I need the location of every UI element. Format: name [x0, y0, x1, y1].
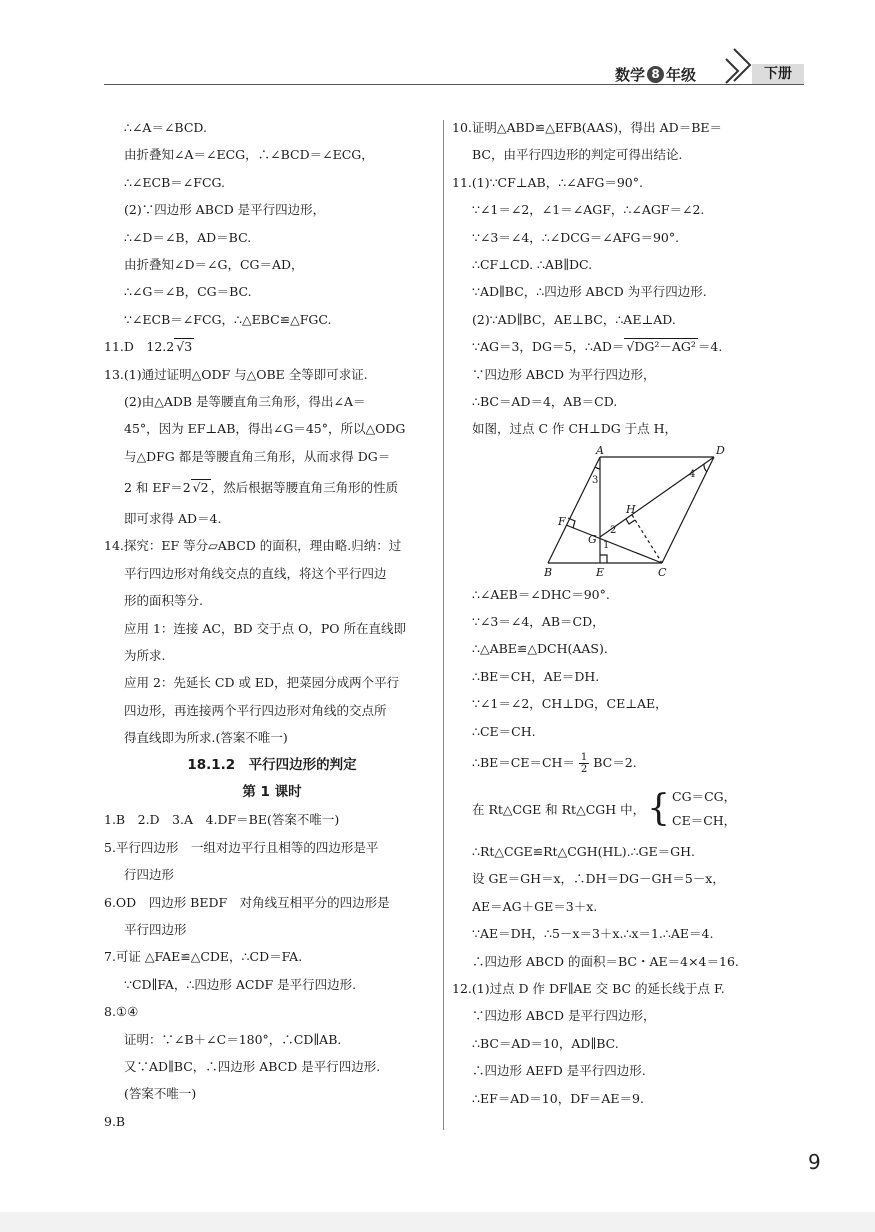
label-A: A [596, 444, 604, 457]
text-line-fraction [452, 745, 794, 780]
text-line: 与△DFG 都是等腰直角三角形，从而求得 DG＝ [124, 448, 391, 464]
text-line: ∵∠1＝∠2，CH⊥DG，CE⊥AE， [472, 696, 668, 712]
label-B: B [544, 565, 553, 579]
text-line: 得直线即为所求.(答案不唯一) [124, 730, 288, 746]
text-line: 应用 2：先延长 CD 或 ED，把菜园分成两个平行 [124, 675, 400, 691]
geometry-figure [452, 443, 794, 581]
text-line: 11.(1)∵CF⊥AB，∴∠AFG＝90°. [452, 174, 643, 190]
bottom-band [0, 1212, 875, 1232]
label-F: F [558, 514, 566, 528]
angle-arc-4 [704, 464, 707, 472]
brace-lines [672, 785, 736, 833]
segment-CH [632, 515, 662, 563]
brace-line: CE＝CH， [672, 813, 737, 829]
label-H: H [626, 502, 636, 516]
right-angle-E [600, 555, 607, 563]
text-line: ∴∠A＝∠BCD. [124, 120, 207, 135]
section-title: 18.1.2 平行四边形的判定 [187, 756, 357, 773]
sqrt-expression: √3 [176, 339, 193, 355]
volume-tab: 下册 [752, 64, 804, 84]
text-line: 应用 1：连接 AC，BD 交于点 O，PO 所在直线即 [124, 620, 407, 636]
text-line: ∴四边形 AEFD 是平行四边形. [472, 1063, 646, 1079]
text-line: ∵∠3＝∠4，∴∠DCG＝∠AFG＝90°. [472, 229, 680, 245]
angle-label-1: 1 [603, 539, 610, 551]
column-divider [443, 120, 444, 1130]
angle-arc-3 [595, 467, 600, 469]
text-line: 即可求得 AD＝4. [124, 511, 222, 527]
page-number: 9 [808, 1150, 821, 1174]
text-line: 由折叠知∠A＝∠ECG，∴∠BCD＝∠ECG， [124, 147, 374, 163]
text-line: 9.B [104, 1113, 126, 1129]
text-line: 8.①④ [104, 1004, 139, 1020]
text-line: 四边形，再连接两个平行四边形对角线的交点所 [124, 702, 387, 718]
text-line: 证明：∵∠B＋∠C＝180°，∴CD∥AB. [124, 1031, 342, 1047]
text-line: ∴EF＝AD＝10，DF＝AE＝9. [472, 1090, 644, 1106]
angle-label-3: 3 [592, 474, 599, 486]
text-line: 1.B 2.D 3.A 4.DF＝BE(答案不唯一) [104, 812, 340, 828]
header-label [615, 64, 696, 85]
text-line: ∵∠ECB＝∠FCG，∴△EBC≌△FGC. [124, 311, 332, 327]
text-part: ，然后根据等腰直角三角形的性质 [210, 480, 399, 496]
sqrt-expression: √DG²－AG² [626, 339, 696, 355]
double-chevron-icon [724, 47, 754, 85]
text-line: (2)由△ADB 是等腰直角三角形，得出∠A＝ [124, 393, 366, 409]
text-line: 如图，过点 C 作 CH⊥DG 于点 H， [472, 421, 678, 437]
text-line: 5.平行四边形 一组对边平行且相等的四边形是平 [104, 839, 379, 855]
text-line: 设 GE＝GH＝x，∴DH＝DG－GH＝5－x， [472, 871, 725, 887]
text-part: ∴BE＝CE＝CH＝ [472, 755, 575, 771]
text-line: 形的面积等分. [124, 593, 203, 609]
answer-11-12 [104, 333, 440, 360]
brace-line: CG＝CG， [672, 789, 737, 805]
radicand: DG²－AG² [634, 339, 696, 355]
text-line: 行四边形 [124, 867, 175, 883]
text-line: ∴∠AEB＝∠DHC＝90°. [472, 586, 610, 602]
text-line: 14.探究：EF 等分▱ABCD 的面积，理由略.归纳：过 [104, 538, 402, 554]
text-line: 由折叠知∠D＝∠G，CG＝AD， [124, 256, 304, 272]
text-line: ∴BE＝CH，AE＝DH. [472, 668, 600, 684]
text-line: ∵AE＝DH，∴5－x＝3＋x.∴x＝1.∴AE＝4. [472, 926, 714, 942]
text-line: (答案不唯一) [124, 1086, 197, 1102]
label-D: D [716, 444, 725, 457]
text-line: AE＝AG＋GE＝3＋x. [472, 898, 598, 914]
text-line: 又∵AD∥BC，∴四边形 ABCD 是平行四边形. [124, 1058, 381, 1074]
text-line: ∴∠D＝∠B，AD＝BC. [124, 229, 252, 245]
text-line: (2)∵AD∥BC，AE⊥BC，∴AE⊥AD. [472, 311, 676, 327]
text-line: 10.证明△ABD≌△EFB(AAS)，得出 AD＝BE＝ [452, 120, 723, 135]
text-line: ∵四边形 ABCD 是平行四边形， [472, 1008, 656, 1024]
label-E: E [596, 565, 605, 579]
text-line: ∴△ABE≌△DCH(AAS). [472, 641, 608, 657]
text-line: 为所求. [124, 648, 166, 664]
text-line: ∴∠ECB＝∠FCG. [124, 174, 226, 190]
text-part: BC＝2. [593, 755, 637, 771]
text-line: ∴BC＝AD＝10，AD∥BC. [472, 1035, 619, 1051]
denominator: 2 [580, 764, 588, 776]
text-line: ∵AD∥BC，∴四边形 ABCD 为平行四边形. [472, 284, 707, 300]
text-part: 2 和 EF＝2 [124, 480, 191, 496]
segment-CD [662, 457, 714, 563]
text-line: ∴CE＝CH. [472, 723, 536, 739]
segment-DG [600, 457, 714, 537]
text-line: 12.(1)过点 D 作 DF∥AE 交 BC 的延长线于点 F. [452, 980, 725, 996]
right-angle-H [626, 519, 635, 524]
text-line: ∴CF⊥CD. ∴AB∥DC. [472, 256, 593, 272]
subject-label: 数学 [615, 66, 646, 84]
sqrt-expression: √2 [192, 480, 209, 496]
text-line: ∴四边形 ABCD 的面积＝BC・AE＝4×4＝16. [472, 953, 739, 969]
text-line: 7.可证 △FAE≌△CDE，∴CD＝FA. [104, 949, 303, 965]
text-line: ∴∠G＝∠B，CG＝BC. [124, 284, 252, 300]
angle-label-4: 4 [689, 468, 696, 480]
text-part: ∵AG＝3，DG＝5，∴AD＝ [472, 339, 625, 355]
parallelogram-diagram [544, 445, 734, 579]
numerator: 1 [580, 752, 588, 764]
text-line: BC，由平行四边形的判定可得出结论. [472, 147, 683, 163]
text-line: 13.(1)通过证明△ODF 与△OBE 全等即可求证. [104, 366, 368, 382]
text-line: 6.OD 四边形 BEDF 对角线互相平分的四边形是 [104, 894, 390, 910]
grade-suffix: 年级 [666, 66, 697, 84]
text-line: (2)∵四边形 ABCD 是平行四边形， [124, 202, 326, 218]
lesson-title: 第 1 课时 [242, 783, 302, 800]
segment-AB [548, 457, 600, 563]
fraction [579, 752, 589, 775]
radicand: 2 [200, 480, 209, 496]
radicand: 3 [184, 339, 193, 355]
text-part: ＝4. [697, 339, 723, 355]
header-rule [104, 84, 804, 85]
left-column [104, 114, 440, 1135]
label-G: G [588, 532, 597, 546]
text-line-sqrt [452, 333, 794, 360]
text-line: 平行四边形对角线交点的直线，将这个平行四边 [124, 565, 387, 581]
text-line: ∵∠1＝∠2，∠1＝∠AGF，∴∠AGF＝∠2. [472, 202, 705, 218]
label-C: C [658, 565, 667, 579]
left-brace: { [647, 788, 671, 830]
text-line: ∵CD∥FA，∴四边形 ACDF 是平行四边形. [124, 976, 357, 992]
text-line-sqrt [104, 470, 440, 505]
grade-badge: 8 [647, 66, 664, 83]
text-line: ∵四边形 ABCD 为平行四边形， [472, 366, 656, 382]
text-line: 平行四边形 [124, 921, 187, 937]
text-line: 45°，因为 EF⊥AB，得出∠G＝45°，所以△ODG [124, 421, 406, 437]
text-line: ∵∠3＝∠4，AB＝CD， [472, 614, 605, 630]
text-line: ∴BC＝AD＝4，AB＝CD. [472, 393, 618, 409]
right-column [452, 114, 794, 1112]
answer-text: 11.D 12.2 [104, 339, 175, 355]
text-line: ∴Rt△CGE≌Rt△CGH(HL).∴GE＝GH. [472, 844, 695, 860]
brace-system [452, 780, 794, 838]
text-part: 在 Rt△CGE 和 Rt△CGH 中， [472, 802, 646, 818]
angle-label-2: 2 [610, 524, 617, 536]
